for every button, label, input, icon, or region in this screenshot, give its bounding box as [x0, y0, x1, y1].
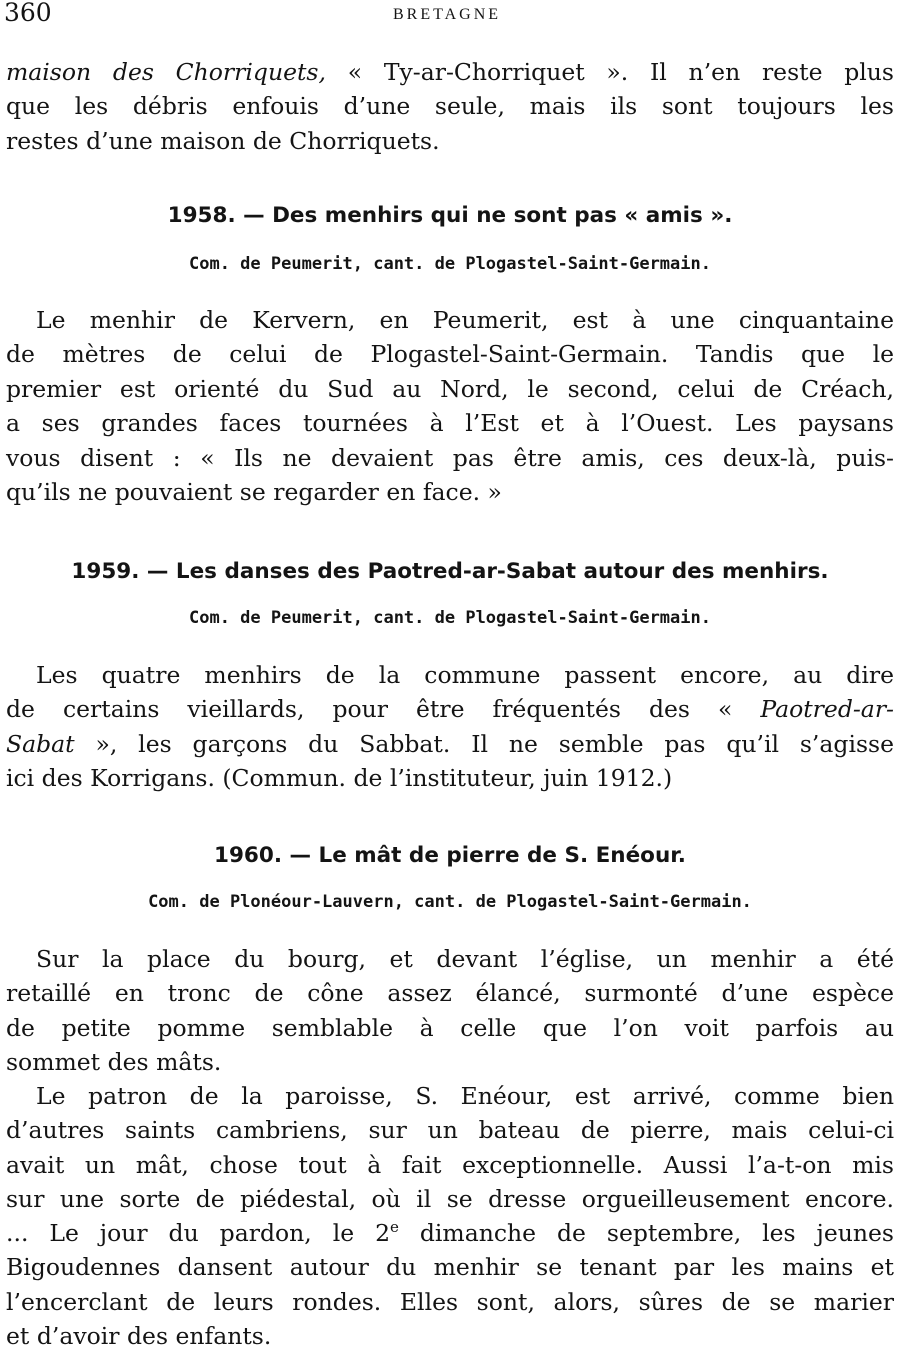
superscript: e	[390, 1218, 399, 1237]
section-subtitle-1960: Com. de Plonéour-Lauvern, cant. de Plogastel-Saint-Germain.	[148, 892, 752, 912]
intro-paragraph	[6, 55, 894, 158]
text-run: « Ty-ar-Chorriquet ». Il n’en reste plus	[325, 58, 894, 86]
text-line: qu’ils ne pouvaient se regarder en face. »	[6, 478, 502, 507]
page-number: 360	[4, 0, 52, 27]
text-line: premier est orienté du Sud au Nord, le second, celui de Créach,	[6, 374, 894, 403]
text-line: Le patron de la paroisse, S. Enéour, est arrivé, comme bien	[36, 1082, 894, 1110]
text-line: Bigoudennes dansent autour du menhir se tenant par les mains et	[6, 1253, 894, 1282]
text-run: ... Le jour du pardon, le 2	[6, 1219, 391, 1247]
text-line	[6, 1216, 894, 1250]
text-line: vous disent : « Ils ne devaient pas être amis, ces deux-là, puis-	[6, 443, 894, 472]
running-header	[4, 0, 890, 34]
text-line: que les débris enfouis d’une seule, mais ils sont toujours les	[6, 92, 894, 121]
text-line: l’encerclant de leurs rondes. Elles sont, alors, sûres de se marier	[6, 1287, 894, 1316]
text-line: sur une sorte de piédestal, où il se dresse orgueilleusement encore.	[6, 1185, 894, 1214]
text-line: de mètres de celui de Plogastel-Saint-Germain. Tandis que le	[6, 340, 894, 369]
italic-phrase: maison des Chorriquets,	[6, 58, 326, 86]
italic-phrase: Paotred-ar-	[760, 695, 894, 724]
section-title-1959: 1959. — Les danses des Paotred-ar-Sabat autour des menhirs.	[71, 559, 829, 584]
section-body-1959	[6, 658, 894, 796]
text-run: », les garçons du Sabbat. Il ne semble pas qu’il s’agisse	[74, 729, 894, 758]
text-line: Les quatre menhirs de la commune passent encore, au dire	[36, 661, 894, 689]
text-run: de certains vieillards, pour être fréquentés des «	[6, 695, 761, 724]
section-body-1960-p3	[6, 1216, 894, 1354]
text-line: Le menhir de Kervern, en Peumerit, est à une cinquantaine	[36, 306, 894, 334]
section-subtitle-1958: Com. de Peumerit, cant. de Plogastel-Saint-Germain.	[189, 254, 711, 274]
text-line: Sur la place du bourg, et devant l’église, un menhir a été	[36, 945, 894, 973]
text-line	[6, 727, 894, 761]
text-line: d’autres saints cambriens, sur un bateau de pierre, mais celui-ci	[6, 1116, 894, 1145]
running-title: BRETAGNE	[392, 6, 502, 23]
text-line: sommet des mâts.	[6, 1048, 222, 1077]
text-line: de petite pomme semblable à celle que l’on voit parfois au	[6, 1013, 894, 1042]
section-body-1958	[6, 303, 894, 509]
text-line: restes d’une maison de Chorriquets.	[6, 126, 440, 155]
section-title-1958: 1958. — Des menhirs qui ne sont pas « amis ».	[167, 203, 733, 228]
text-line	[6, 692, 894, 726]
text-line: retaillé en tronc de cône assez élancé, surmonté d’une espèce	[6, 979, 894, 1008]
section-body-1960-p1	[6, 942, 894, 1080]
section-subtitle-1959: Com. de Peumerit, cant. de Plogastel-Saint-Germain.	[189, 608, 711, 628]
section-title-1960: 1960. — Le mât de pierre de S. Enéour.	[214, 843, 686, 868]
text-line: ici des Korrigans. (Commun. de l’instituteur, juin 1912.)	[6, 764, 673, 793]
section-body-1960-p2	[6, 1079, 894, 1217]
text-line	[6, 55, 894, 89]
text-run: dimanche de septembre, les jeunes	[398, 1219, 894, 1247]
text-line: a ses grandes faces tournées à l’Est et à l’Ouest. Les paysans	[6, 409, 894, 438]
text-line: et d’avoir des enfants.	[6, 1322, 272, 1351]
text-line: avait un mât, chose tout à fait exceptionnelle. Aussi l’a-t-on mis	[6, 1150, 894, 1179]
italic-phrase: Sabat	[6, 729, 75, 758]
